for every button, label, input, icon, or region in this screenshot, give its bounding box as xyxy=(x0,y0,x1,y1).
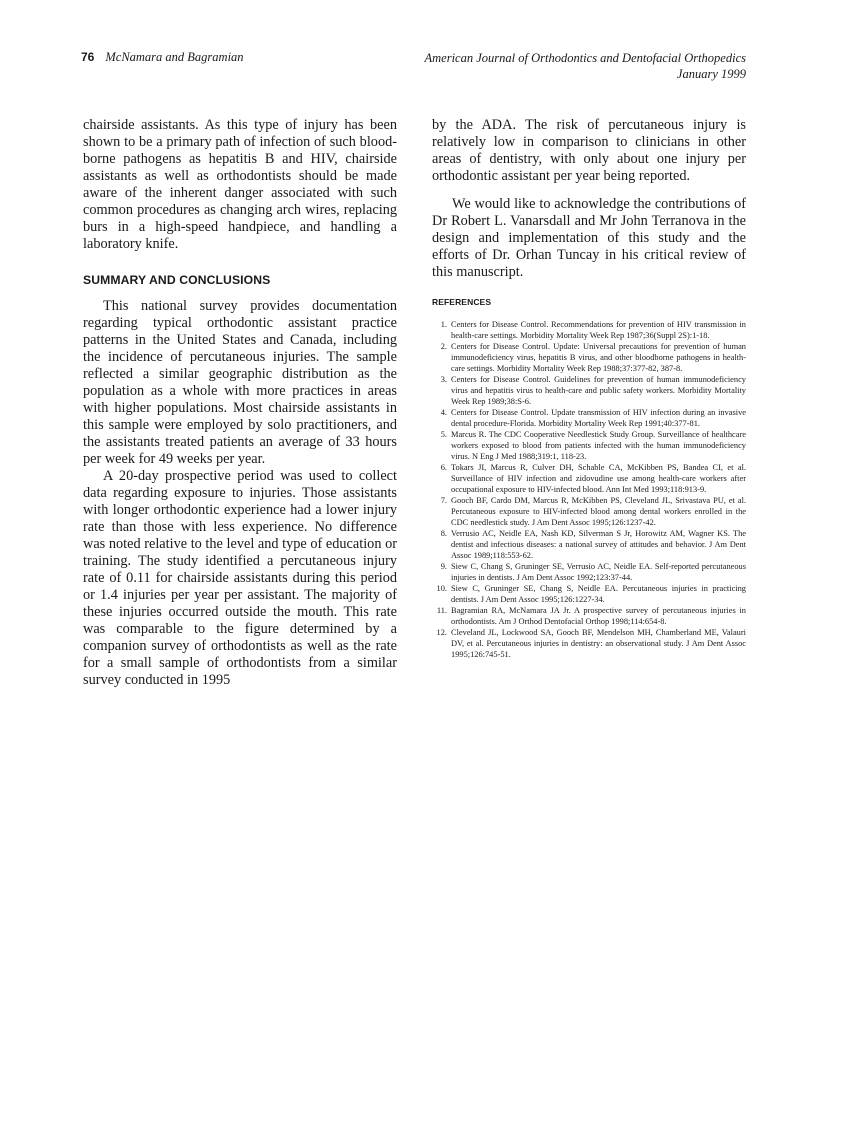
reference-number: 3. xyxy=(440,375,447,384)
reference-item xyxy=(432,583,746,605)
reference-number: 4. xyxy=(440,408,447,417)
reference-text: Centers for Disease Control. Update: Universal precautions for prevention of human immunodeficiency virus, hepatitis B virus, and other bloodborne pathogens in health-care settings. Morbidity Mortality Week Rep 1988;37:377-82, 387-8. xyxy=(451,342,746,373)
reference-text: Centers for Disease Control. Recommendations for prevention of HIV transmission in health-care settings. Morbidity Mortality Week Rep 1987;36(Suppl 2S):1-18. xyxy=(451,320,746,340)
reference-text: Siew C, Gruninger SE, Chang S, Neidle EA. Percutaneous injuries in practicing dentists. J Am Dent Assoc 1995;126:1227-34. xyxy=(451,584,746,604)
issue-date: January 1999 xyxy=(676,67,746,81)
reference-item xyxy=(432,429,746,462)
reference-number: 10. xyxy=(436,584,447,593)
reference-number: 11. xyxy=(436,606,447,615)
reference-text: Siew C, Chang S, Gruninger SE, Verrusio AC, Neidle EA. Self-reported percutaneous injuries in dentists. J Am Dent Assoc 1992;123:37-44. xyxy=(451,562,746,582)
running-header-left xyxy=(81,50,244,65)
body-paragraph: chairside assistants. As this type of injury has been shown to be a primary path of infection of such blood-borne pathogens as hepatitis B and HIV, chairside assistants as well as orthodontists should be made aware of the inherent danger associated with such common procedures as changing arch wires, replacing burs in a high-speed handpiece, and handling a laboratory knife. xyxy=(83,117,397,252)
reference-text: Verrusio AC, Neidle EA, Nash KD, Silverman S Jr, Horowitz AM, Wagner KS. The dentist and infectious diseases: a national survey of attitudes and behavior. J Am Dent Assoc 1989;118:553-62. xyxy=(451,529,746,560)
reference-text: Tokars JI, Marcus R, Culver DH, Schable CA, McKibben PS, Bandea CI, et al. Surveillance of HIV infection and zidovudine use among health-care workers after occupational exposure to HIV-infected blood. Ann Int Med 1993;118:913-9. xyxy=(451,463,746,494)
reference-item xyxy=(432,407,746,429)
reference-item xyxy=(432,528,746,561)
reference-text: Centers for Disease Control. Update transmission of HIV infection during an invasive dental procedure-Florida. Morbidity Mortality Week Rep 1991;40:377-81. xyxy=(451,408,746,428)
body-paragraph: by the ADA. The risk of percutaneous injury is relatively low in comparison to clinicians in other areas of dentistry, with only about one injury per orthodontic assistant per year being reported. xyxy=(432,117,746,184)
section-heading: SUMMARY AND CONCLUSIONS xyxy=(83,273,271,287)
journal-title: American Journal of Orthodontics and Dentofacial Orthopedics xyxy=(424,51,746,65)
reference-number: 1. xyxy=(440,320,447,329)
reference-text: Centers for Disease Control. Guidelines for prevention of human immunodeficiency virus and hepatitis virus to health-care and public safety workers. Morbidity Mortality Week Rep 1989;38:S-6. xyxy=(451,375,746,406)
reference-item xyxy=(432,319,746,341)
reference-text: Marcus R. The CDC Cooperative Needlestick Study Group. Surveillance of healthcare workers exposed to blood from patients infected with the human immunodeficiency virus. N Eng J Med 1988;319:1, 118-23. xyxy=(451,430,746,461)
left-column xyxy=(83,117,397,689)
reference-item xyxy=(432,561,746,583)
acknowledgment-paragraph: We would like to acknowledge the contributions of Dr Robert L. Vanarsdall and Mr John Terranova in the design and implementation of this study and the efforts of Dr. Orhan Tuncay in his critical review of this manuscript. xyxy=(432,196,746,280)
reference-number: 2. xyxy=(440,342,447,351)
reference-number: 5. xyxy=(440,430,447,439)
page-number: 76 xyxy=(81,50,95,64)
reference-item xyxy=(432,605,746,627)
right-column xyxy=(432,117,746,660)
reference-number: 8. xyxy=(440,529,447,538)
reference-list xyxy=(432,319,746,660)
reference-text: Bagramian RA, McNamara JA Jr. A prospective survey of percutaneous injuries in orthodontists. Am J Orthod Dentofacial Orthop 1998;114:654-8. xyxy=(451,606,746,626)
reference-number: 9. xyxy=(440,562,447,571)
reference-text: Gooch BF, Cardo DM, Marcus R, McKibben PS, Cleveland JL, Srivastava PU, et al. Percutaneous exposure to HIV-infected blood among dental workers enrolled in the CDC needlestick study. J Am Dent Assoc 1995;126:1237-42. xyxy=(451,496,746,527)
reference-number: 12. xyxy=(436,628,447,637)
reference-item xyxy=(432,462,746,495)
references-heading: REFERENCES xyxy=(432,297,492,307)
body-paragraph: This national survey provides documentation regarding typical orthodontic assistant practice patterns in the United States and Canada, including the incidence of percutaneous injuries. The sample reflected a similar geographic distribution as the population as a whole with more practices in areas with higher populations. Most chairside assistants in this sample were employed by solo practitioners, and the assistants treated patients an average of 33 hours per week for 49 weeks per year. xyxy=(83,298,397,467)
reference-number: 6. xyxy=(440,463,447,472)
reference-number: 7. xyxy=(440,496,447,505)
reference-item xyxy=(432,495,746,528)
body-paragraph: A 20-day prospective period was used to collect data regarding exposure to injuries. Those assistants with longer orthodontic experience had a lower injury rate than those with less experience. No difference was noted relative to the level and type of education or training. The study identified a percutaneous injury rate of 0.11 for chairside assistants during this period or 1.4 injuries per year per assistant. The majority of these injuries occurred outside the mouth. This rate was comparable to the figure determined by a companion survey of orthodontists as well as the rate for a small sample of orthodontists from a similar survey conducted in 1995 xyxy=(83,468,397,688)
reference-item xyxy=(432,627,746,660)
reference-item xyxy=(432,341,746,374)
running-header-right xyxy=(425,50,747,82)
running-authors: McNamara and Bagramian xyxy=(105,50,244,64)
reference-item xyxy=(432,374,746,407)
reference-text: Cleveland JL, Lockwood SA, Gooch BF, Mendelson MH, Chamberland ME, Valauri DV, et al. Percutaneous injuries in dentistry: an observational study. J Am Dent Assoc 1995;126:745-51. xyxy=(451,628,746,659)
